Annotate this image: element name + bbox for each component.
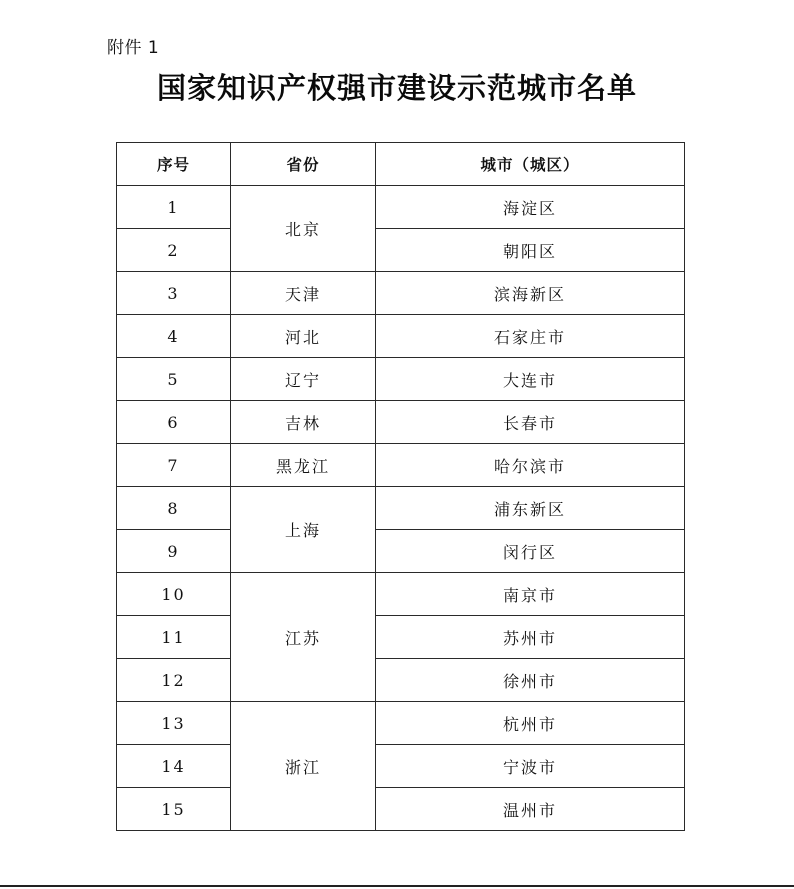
row-city: 闵行区 — [376, 530, 685, 573]
table-row — [117, 487, 685, 530]
row-seq: 4 — [117, 315, 231, 358]
table-row — [117, 530, 685, 573]
table-row — [117, 659, 685, 702]
row-province: 黑龙江 — [231, 444, 376, 487]
row-province: 浙江 — [231, 702, 376, 831]
header-seq: 序号 — [117, 143, 231, 186]
table-row — [117, 444, 685, 487]
table-row — [117, 702, 685, 745]
document-title: 国家知识产权强市建设示范城市名单 — [156, 71, 637, 105]
row-city: 海淀区 — [376, 186, 685, 229]
row-seq: 7 — [117, 444, 231, 487]
row-seq: 3 — [117, 272, 231, 315]
row-city: 温州市 — [376, 788, 685, 831]
header-province: 省份 — [231, 143, 376, 186]
attachment-label: 附件 1 — [107, 38, 160, 58]
row-city: 苏州市 — [376, 616, 685, 659]
row-city: 哈尔滨市 — [376, 444, 685, 487]
row-seq: 14 — [117, 745, 231, 788]
row-province: 江苏 — [231, 573, 376, 702]
table-row — [117, 788, 685, 831]
row-seq: 6 — [117, 401, 231, 444]
row-province: 北京 — [231, 186, 376, 272]
row-seq: 10 — [117, 573, 231, 616]
city-list-table — [116, 142, 685, 831]
table-row — [117, 186, 685, 229]
row-seq: 9 — [117, 530, 231, 573]
row-city: 宁波市 — [376, 745, 685, 788]
table-row — [117, 401, 685, 444]
row-city: 石家庄市 — [376, 315, 685, 358]
row-city: 滨海新区 — [376, 272, 685, 315]
table-row — [117, 745, 685, 788]
row-seq: 5 — [117, 358, 231, 401]
header-city: 城市（城区） — [376, 143, 685, 186]
table-row — [117, 229, 685, 272]
row-city: 长春市 — [376, 401, 685, 444]
row-seq: 2 — [117, 229, 231, 272]
row-city: 浦东新区 — [376, 487, 685, 530]
table-row — [117, 573, 685, 616]
table-row — [117, 358, 685, 401]
row-province: 辽宁 — [231, 358, 376, 401]
row-city: 大连市 — [376, 358, 685, 401]
row-city: 南京市 — [376, 573, 685, 616]
row-seq: 1 — [117, 186, 231, 229]
table-body — [117, 186, 685, 831]
row-province: 天津 — [231, 272, 376, 315]
row-city: 朝阳区 — [376, 229, 685, 272]
row-seq: 11 — [117, 616, 231, 659]
row-province: 吉林 — [231, 401, 376, 444]
table-header-row — [117, 143, 685, 186]
row-province: 河北 — [231, 315, 376, 358]
row-seq: 13 — [117, 702, 231, 745]
row-city: 杭州市 — [376, 702, 685, 745]
row-seq: 8 — [117, 487, 231, 530]
row-seq: 15 — [117, 788, 231, 831]
table-row — [117, 272, 685, 315]
row-seq: 12 — [117, 659, 231, 702]
row-province: 上海 — [231, 487, 376, 573]
table-row — [117, 315, 685, 358]
table-row — [117, 616, 685, 659]
row-city: 徐州市 — [376, 659, 685, 702]
